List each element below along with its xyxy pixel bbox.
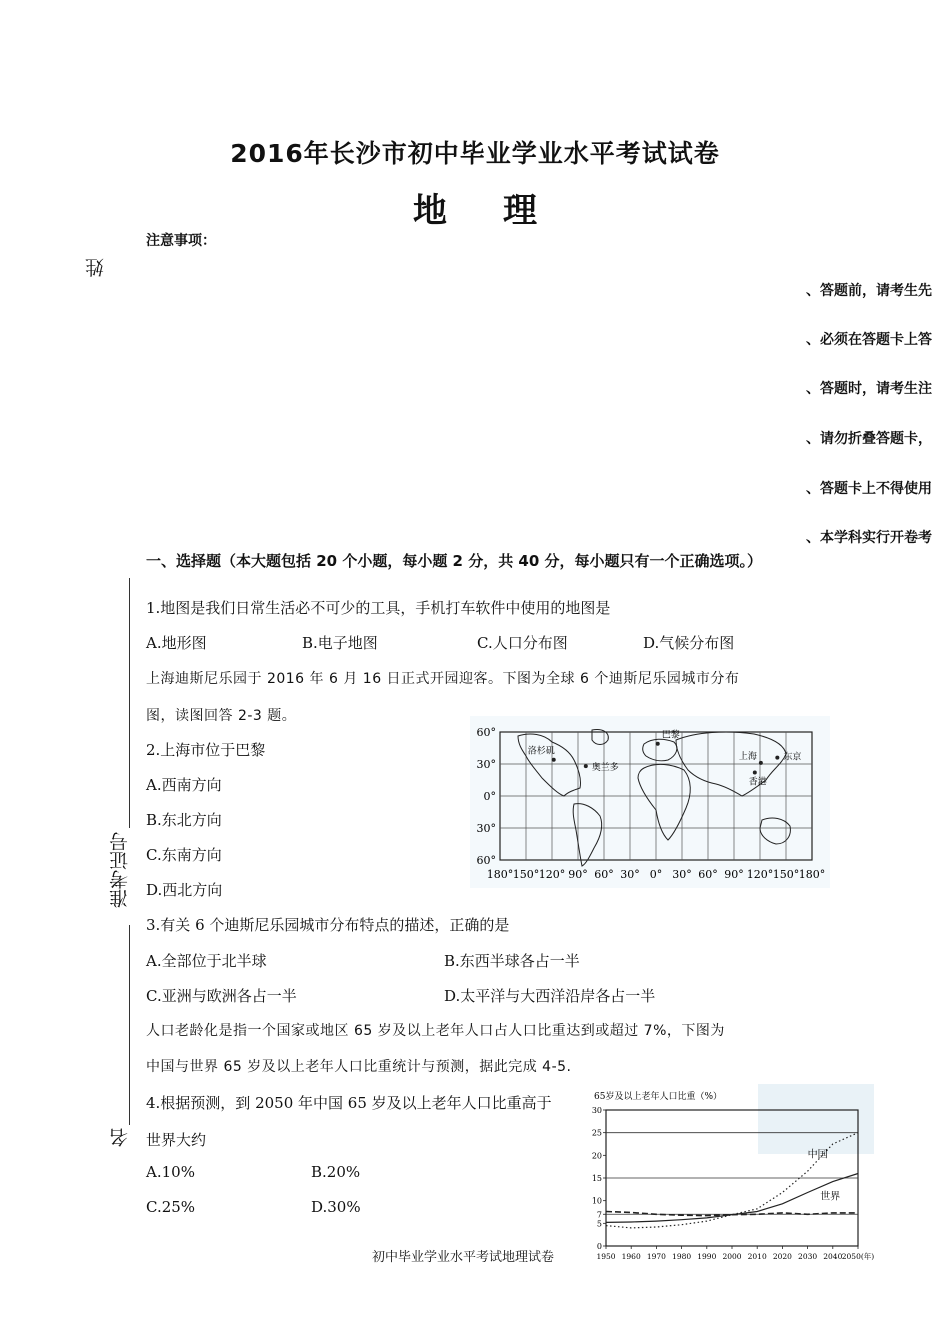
q1-option-a[interactable]: A.地形图	[146, 634, 207, 652]
chart-series-label: 中国	[807, 1149, 828, 1161]
q4-option-b[interactable]: B.20%	[311, 1163, 361, 1181]
q1-stem: 1.地图是我们日常生活必不可少的工具，手机打车软件中使用的地图是	[146, 599, 611, 617]
map-lon-label: 60°	[594, 868, 614, 881]
notice-item: 、答题前，请考生先	[806, 283, 932, 299]
intro-q2-3-line2: 图，读图回答 2-3 题。	[146, 708, 297, 724]
map-city-label: 东京	[783, 752, 802, 763]
map-lon-label: 120°	[538, 868, 566, 881]
dashed-series-line	[606, 1212, 858, 1216]
map-lon-label: 150°	[772, 868, 800, 881]
q3-stem: 3.有关 6 个迪斯尼乐园城市分布特点的描述，正确的是	[146, 916, 510, 934]
disney-world-map	[470, 716, 830, 888]
q3-option-c[interactable]: C.亚洲与欧洲各占一半	[146, 987, 297, 1005]
subject-char-2: 理	[503, 191, 537, 231]
q4-stem-line2: 世界大约	[146, 1131, 207, 1149]
map-lat-label: 30°	[476, 758, 496, 771]
notice-item: 、本学科实行开卷考	[806, 530, 932, 546]
map-lat-label: 30°	[476, 822, 496, 835]
chart-x-tick-label: 1970	[646, 1252, 666, 1261]
page-footer: 初中毕业学业水平考试地理试卷	[372, 1250, 555, 1265]
map-city-marker	[584, 764, 588, 768]
chart-x-tick-label: 1950	[596, 1252, 616, 1261]
map-lon-label: 90°	[568, 868, 588, 881]
map-city-label: 巴黎	[661, 730, 680, 741]
intro-q2-3-line1: 上海迪斯尼乐园于 2016 年 6 月 16 日正式开园迎客。下图为全球 6 个迪斯尼乐园城市分布	[146, 671, 740, 687]
chart-series-label: 世界	[820, 1191, 841, 1203]
q2-option-b[interactable]: B.东北方向	[146, 811, 222, 829]
map-city-marker	[753, 771, 757, 775]
map-lat-label: 60°	[476, 854, 496, 867]
chart-x-tick-label: 2030	[798, 1252, 818, 1261]
aging-population-chart	[588, 1084, 893, 1268]
chart-x-tick-label: 2010	[747, 1252, 767, 1261]
chart-y-tick-label: 20	[591, 1151, 602, 1161]
q4-option-a[interactable]: A.10%	[146, 1163, 195, 1181]
chart-x-tick-label: 1990	[697, 1252, 717, 1261]
notice-item: 、必须在答题卡上答	[806, 332, 932, 348]
chart-y-tick-label: 7	[596, 1210, 602, 1220]
intro-q4-5-line2: 中国与世界 65 岁及以上老年人口比重统计与预测，据此完成 4-5.	[146, 1059, 572, 1075]
map-lon-label: 150°	[512, 868, 540, 881]
chart-y-tick-label: 25	[591, 1128, 602, 1138]
map-city-label: 上海	[738, 751, 757, 762]
q2-option-c[interactable]: C.东南方向	[146, 846, 222, 864]
binding-name-bottom: 名	[109, 1128, 131, 1147]
q1-option-d[interactable]: D.气候分布图	[643, 634, 735, 652]
q2-stem: 2.上海市位于巴黎	[146, 741, 266, 759]
binding-line-1	[129, 578, 130, 828]
map-lon-label: 180°	[486, 868, 514, 881]
notice-heading: 注意事项：	[146, 233, 216, 249]
map-city-marker	[759, 761, 763, 765]
map-lat-label: 60°	[476, 726, 496, 739]
chart-y-tick-label: 15	[591, 1174, 602, 1183]
q1-option-c[interactable]: C.人口分布图	[477, 634, 568, 652]
map-city-marker	[656, 742, 660, 746]
chart-title: 65岁及以上老年人口比重（%）	[594, 1092, 723, 1102]
chart-x-tick-label: 2020	[772, 1252, 792, 1261]
q4-option-d[interactable]: D.30%	[311, 1198, 361, 1216]
chart-x-tick-label: 1980	[672, 1252, 692, 1261]
map-lon-label: 180°	[798, 868, 826, 881]
q2-option-a[interactable]: A.西南方向	[146, 776, 222, 794]
exam-title: 2016年长沙市初中毕业学业水平考试试卷	[230, 139, 720, 168]
q1-option-b[interactable]: B.电子地图	[302, 634, 378, 652]
chart-y-tick-label: 0	[596, 1242, 602, 1251]
intro-q4-5-line1: 人口老龄化是指一个国家或地区 65 岁及以上老年人口占人口比重达到或超过 7%，下图为	[146, 1023, 725, 1039]
q4-option-c[interactable]: C.25%	[146, 1198, 196, 1216]
q3-option-d[interactable]: D.太平洋与大西洋沿岸各占一半	[444, 987, 656, 1005]
q2-option-d[interactable]: D.西北方向	[146, 881, 223, 899]
chart-y-tick-label: 10	[591, 1196, 602, 1206]
map-lon-label: 30°	[672, 868, 692, 881]
map-city-marker	[552, 758, 556, 762]
chart-x-tick-label: 2040	[823, 1252, 843, 1261]
map-lon-label: 90°	[724, 868, 744, 881]
map-city-marker	[775, 756, 779, 760]
subject-title	[0, 183, 950, 232]
q3-option-b[interactable]: B.东西半球各占一半	[444, 952, 580, 970]
map-city-label: 香港	[748, 777, 767, 788]
binding-line-2	[129, 925, 130, 1125]
map-city-label: 奥兰多	[591, 763, 619, 774]
chart-x-tick-label: 2000	[722, 1252, 742, 1261]
map-lon-label: 120°	[746, 868, 774, 881]
map-lon-label: 0°	[649, 868, 663, 881]
map-city-label: 洛杉矶	[527, 746, 555, 757]
map-lon-label: 60°	[698, 868, 718, 881]
chart-x-tick-label: 2050(年)	[841, 1252, 875, 1261]
map-lat-label: 0°	[483, 790, 496, 803]
q4-stem-line1: 4.根据预测，到 2050 年中国 65 岁及以上老年人口比重高于	[146, 1094, 552, 1112]
chart-y-tick-label: 5	[596, 1219, 602, 1229]
subject-char-1: 地	[413, 191, 447, 231]
map-lon-label: 30°	[620, 868, 640, 881]
chart-x-tick-label: 1960	[621, 1252, 641, 1261]
binding-exam-number: 准考证号	[109, 832, 131, 908]
notice-item: 、请勿折叠答题卡，	[806, 431, 932, 447]
chart-watermark-bg	[758, 1084, 874, 1154]
chart-y-tick-label: 30	[591, 1106, 602, 1115]
section-heading: 一、选择题（本大题包括 20 个小题，每小题 2 分，共 40 分，每小题只有一个正确选项。）	[146, 552, 763, 570]
binding-name-top: 姓	[85, 258, 107, 277]
notice-item: 、答题卡上不得使用	[806, 481, 932, 497]
q3-option-a[interactable]: A.全部位于北半球	[146, 952, 267, 970]
notice-item: 、答题时，请考生注	[806, 381, 932, 397]
